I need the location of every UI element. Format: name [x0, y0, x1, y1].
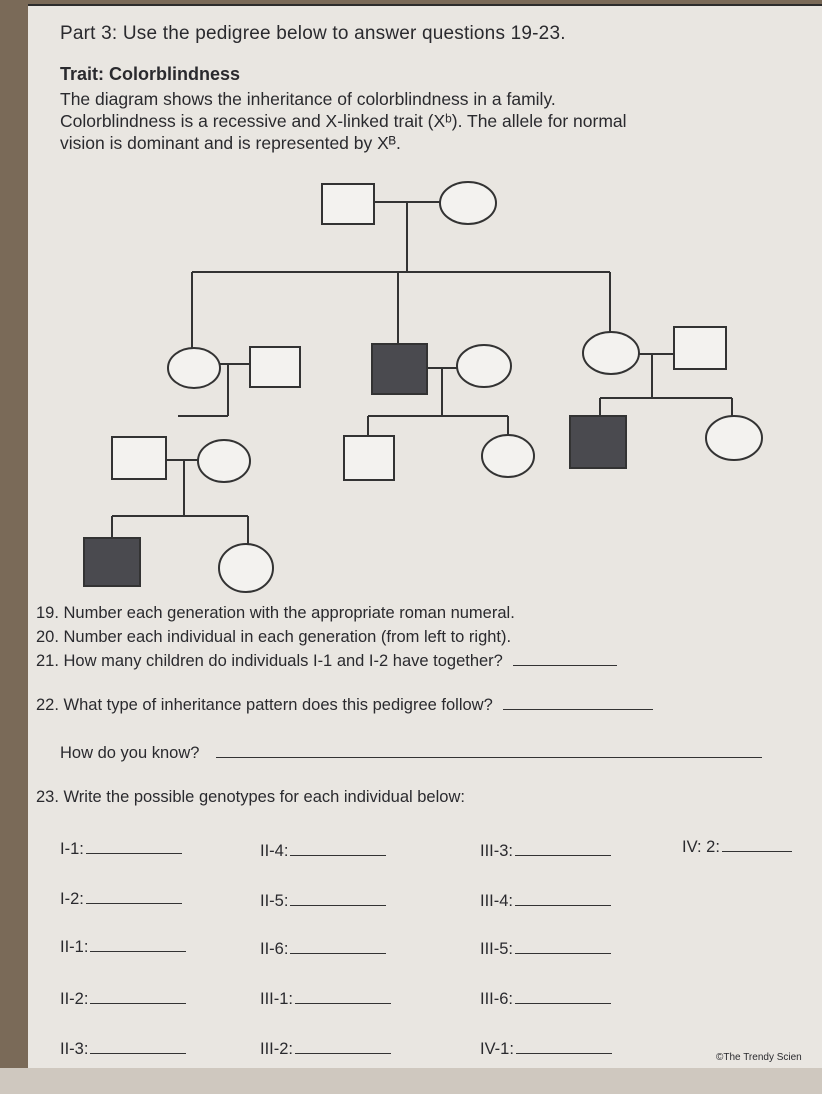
individual-III-2 [198, 440, 250, 482]
question-22-text: 22. What type of inheritance pattern does this pedigree follow? [36, 696, 493, 714]
individual-II-5 [583, 332, 639, 374]
question-22b [60, 744, 762, 763]
genotype-III-2-blank[interactable] [295, 1052, 391, 1054]
individual-II-4 [457, 345, 511, 387]
trait-heading: Trait: Colorblindness [60, 64, 241, 84]
genotype-II-5: II-5: [260, 892, 386, 911]
question-20: 20. Number each individual in each generation (from left to right). [36, 628, 512, 646]
genotype-III-4: III-4: [480, 892, 611, 911]
intro-line-1: The diagram shows the inheritance of colorblindness in a family. [60, 89, 556, 109]
individual-II-1 [168, 348, 220, 388]
worksheet-page [28, 4, 822, 1070]
individual-IV-1-affected [84, 538, 140, 586]
individual-II-2 [250, 347, 300, 387]
genotype-II-6: II-6: [260, 940, 386, 959]
genotype-II-1-blank[interactable] [90, 950, 186, 952]
individual-III-6 [706, 416, 762, 460]
genotype-III-6: III-6: [480, 990, 611, 1009]
genotype-II-6-blank[interactable] [290, 952, 386, 954]
genotype-I-2: I-2: [60, 890, 182, 909]
genotype-I-1-blank[interactable] [86, 852, 182, 854]
answer-21-blank[interactable] [513, 664, 617, 666]
genotype-II-4: II-4: [260, 842, 386, 861]
genotype-IV-2-blank[interactable] [722, 850, 792, 852]
genotype-II-2-blank[interactable] [90, 1002, 186, 1004]
genotype-III-1: III-1: [260, 990, 391, 1009]
genotype-III-6-blank[interactable] [515, 1002, 611, 1004]
individual-III-4 [482, 435, 534, 477]
intro-line-2: Colorblindness is a recessive and X-linked trait (Xᵇ). The allele for normal [60, 111, 627, 131]
answer-22-blank[interactable] [503, 708, 653, 710]
genotype-III-3-blank[interactable] [515, 854, 611, 856]
genotype-III-1-blank[interactable] [295, 1002, 391, 1004]
part-title: Part 3: Use the pedigree below to answer questions 19-23. [60, 23, 566, 44]
genotype-I-1: I-1: [60, 840, 182, 859]
individual-I-2 [440, 182, 496, 224]
question-22 [36, 696, 653, 715]
question-22b-text: How do you know? [60, 744, 200, 762]
genotype-I-2-blank[interactable] [86, 902, 182, 904]
genotype-II-5-blank[interactable] [290, 904, 386, 906]
genotype-II-3: II-3: [60, 1040, 186, 1059]
genotype-IV-2: IV: 2: [682, 838, 792, 857]
individual-II-3-affected [372, 344, 427, 394]
individual-II-6 [674, 327, 726, 369]
genotype-II-2: II-2: [60, 990, 186, 1009]
genotype-IV-1-blank[interactable] [516, 1052, 612, 1054]
individual-III-3 [344, 436, 394, 480]
genotype-III-3: III-3: [480, 842, 611, 861]
genotype-III-5-blank[interactable] [515, 952, 611, 954]
pedigree-chart [28, 6, 822, 606]
individual-I-1 [322, 184, 374, 224]
copyright-notice: ©The Trendy Scien [716, 1052, 802, 1063]
answer-22b-blank[interactable] [216, 756, 762, 758]
individual-III-5-affected [570, 416, 626, 468]
genotype-II-1: II-1: [60, 938, 186, 957]
genotype-III-4-blank[interactable] [515, 904, 611, 906]
intro-line-3: vision is dominant and is represented by Xᴮ. [60, 133, 401, 153]
genotype-IV-1: IV-1: [480, 1040, 612, 1059]
question-23: 23. Write the possible genotypes for each individual below: [36, 788, 465, 806]
genotype-III-2: III-2: [260, 1040, 391, 1059]
question-19: 19. Number each generation with the appropriate roman numeral. [36, 604, 515, 622]
question-21 [36, 652, 617, 671]
genotype-III-5: III-5: [480, 940, 611, 959]
bottom-edge [0, 1068, 822, 1094]
individual-III-1 [112, 437, 166, 479]
genotype-II-4-blank[interactable] [290, 854, 386, 856]
question-21-text: 21. How many children do individuals I-1 and I-2 have together? [36, 652, 503, 670]
individual-IV-2 [219, 544, 273, 592]
genotype-II-3-blank[interactable] [90, 1052, 186, 1054]
